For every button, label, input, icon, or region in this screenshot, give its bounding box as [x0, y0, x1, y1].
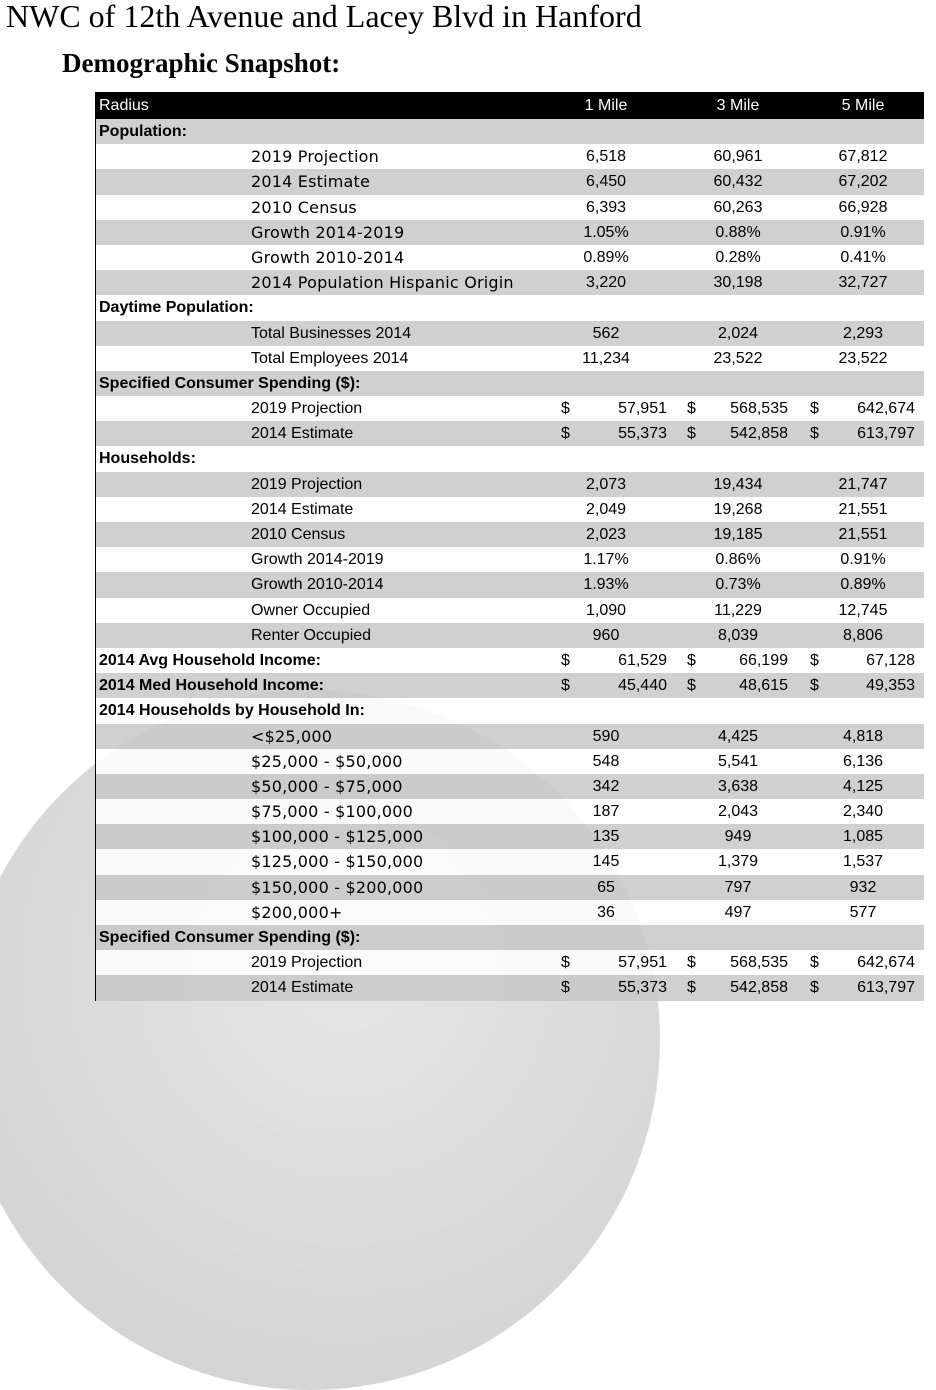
value-3-mile: 66,199 — [739, 651, 788, 669]
currency-symbol: $ — [561, 425, 570, 443]
value-3-mile: 2,024 — [717, 324, 759, 342]
value-5-mile: 21,551 — [838, 526, 888, 543]
value-5-mile: 0.41% — [840, 248, 886, 266]
value-5-mile: 0.91% — [840, 551, 886, 569]
row-label: Total Businesses 2014 — [251, 324, 412, 342]
value-5-mile: 0.89% — [840, 576, 886, 594]
value-5-mile: 2,340 — [842, 803, 884, 821]
row-label: Total Employees 2014 — [251, 349, 409, 367]
row-label: $125,000 - $150,000 — [251, 852, 424, 872]
section-label: 2014 Med Household Income: — [99, 677, 324, 695]
table-row — [96, 522, 924, 547]
row-label: 2019 Projection — [251, 147, 379, 167]
value-3-mile: 4,425 — [717, 727, 759, 745]
value-1-mile: 11,234 — [582, 349, 630, 367]
value-3-mile: 0.73% — [715, 576, 761, 594]
value-3-mile: 497 — [724, 903, 752, 921]
row-label: 2014 Estimate — [251, 172, 371, 192]
value-5-mile: 4,125 — [842, 777, 884, 795]
value-3-mile: 48,615 — [739, 677, 788, 695]
table-header-row — [96, 92, 924, 119]
value-1-mile: 6,393 — [585, 198, 627, 216]
currency-symbol: $ — [687, 954, 696, 972]
row-label: Owner Occupied — [251, 601, 371, 619]
header-5-mile: 5 Mile — [841, 97, 885, 114]
table-row — [96, 321, 924, 346]
table-row — [96, 547, 924, 572]
row-label: 2014 Estimate — [251, 979, 354, 997]
value-3-mile: 0.86% — [715, 551, 761, 569]
value-5-mile: 66,928 — [838, 198, 888, 216]
currency-symbol: $ — [810, 651, 819, 669]
value-3-mile: 60,961 — [713, 148, 763, 166]
section-label: Specified Consumer Spending ($): — [99, 929, 361, 946]
section-row-households — [96, 446, 924, 471]
value-5-mile: 32,727 — [838, 274, 888, 292]
currency-symbol: $ — [687, 425, 696, 443]
row-label: $200,000+ — [251, 902, 343, 922]
table-row — [96, 270, 924, 295]
row-label: 2014 Estimate — [251, 425, 354, 443]
value-3-mile: 19,185 — [713, 526, 763, 543]
currency-symbol: $ — [810, 954, 819, 972]
table-row — [96, 421, 924, 446]
value-1-mile: 6,450 — [585, 173, 627, 191]
value-5-mile: 1,537 — [842, 853, 884, 871]
row-label: $150,000 - $200,000 — [251, 877, 424, 897]
value-5-mile: 4,818 — [842, 727, 884, 745]
currency-symbol: $ — [810, 425, 819, 443]
section-label: 2014 Avg Household Income: — [99, 651, 321, 669]
header-1-mile: 1 Mile — [584, 97, 628, 114]
section-row-by_income — [96, 698, 924, 723]
value-3-mile: 3,638 — [717, 777, 759, 795]
section-label: Households: — [99, 450, 196, 468]
value-3-mile: 19,268 — [713, 500, 763, 518]
section-row-spending2 — [96, 925, 924, 950]
value-5-mile: 67,128 — [866, 651, 915, 669]
table-row — [96, 598, 924, 623]
value-5-mile: 642,674 — [857, 400, 915, 418]
value-3-mile: 19,434 — [713, 475, 763, 493]
row-label: 2019 Projection — [251, 954, 363, 972]
med-income-row — [96, 673, 924, 698]
value-1-mile: 2,073 — [585, 475, 627, 493]
value-1-mile: 55,373 — [618, 979, 667, 997]
table-row — [96, 245, 924, 270]
row-label: Growth 2010-2014 — [251, 576, 384, 594]
value-1-mile: 145 — [592, 853, 620, 871]
value-3-mile: 949 — [724, 828, 752, 846]
value-3-mile: 11,229 — [714, 601, 762, 619]
value-3-mile: 60,263 — [713, 198, 763, 216]
table-row — [96, 346, 924, 371]
table-row — [96, 799, 924, 824]
value-3-mile: 542,858 — [730, 979, 788, 997]
section-row-population — [96, 119, 924, 144]
value-1-mile: 55,373 — [618, 425, 667, 443]
demographic-table — [95, 92, 924, 1001]
row-label: Growth 2010-2014 — [251, 247, 405, 267]
row-label: 2010 Census — [251, 526, 346, 543]
value-1-mile: 548 — [592, 752, 620, 770]
value-1-mile: 57,951 — [618, 400, 667, 418]
table-row — [96, 749, 924, 774]
value-1-mile: 0.89% — [583, 248, 629, 266]
value-3-mile: 797 — [724, 878, 752, 896]
table-row — [96, 824, 924, 849]
table-row — [96, 950, 924, 975]
currency-symbol: $ — [810, 979, 819, 997]
value-5-mile: 8,806 — [842, 626, 884, 644]
header-3-mile: 3 Mile — [716, 97, 760, 114]
table-row — [96, 900, 924, 925]
value-1-mile: 562 — [592, 324, 620, 342]
row-label: 2019 Projection — [251, 475, 363, 493]
value-5-mile: 21,747 — [838, 475, 888, 493]
value-1-mile: 1.05% — [583, 223, 629, 241]
value-3-mile: 0.28% — [715, 248, 761, 266]
value-1-mile: 57,951 — [618, 954, 667, 972]
header-radius-label: Radius — [99, 97, 149, 114]
value-5-mile: 2,293 — [842, 324, 884, 342]
value-5-mile: 932 — [849, 878, 877, 896]
table-row — [96, 144, 924, 169]
table-row — [96, 169, 924, 194]
value-3-mile: 60,432 — [713, 173, 763, 191]
value-5-mile: 0.91% — [840, 223, 886, 241]
table-row — [96, 975, 924, 1000]
value-5-mile: 23,522 — [838, 349, 888, 367]
value-3-mile: 2,043 — [717, 803, 759, 821]
currency-symbol: $ — [810, 400, 819, 418]
value-3-mile: 30,198 — [713, 274, 763, 292]
value-1-mile: 2,023 — [585, 526, 627, 543]
table-row — [96, 220, 924, 245]
value-1-mile: 1,090 — [585, 601, 627, 619]
value-3-mile: 5,541 — [717, 752, 759, 770]
value-3-mile: 568,535 — [730, 400, 788, 418]
value-1-mile: 2,049 — [585, 500, 627, 518]
value-5-mile: 613,797 — [857, 979, 915, 997]
value-1-mile: 3,220 — [585, 274, 627, 292]
currency-symbol: $ — [687, 651, 696, 669]
page-subtitle: Demographic Snapshot: — [62, 48, 341, 78]
value-5-mile: 12,745 — [838, 601, 888, 619]
section-label: Population: — [99, 123, 187, 140]
section-label: 2014 Households by Household In: — [99, 702, 365, 720]
value-3-mile: 1,379 — [717, 853, 759, 871]
row-label: 2010 Census — [251, 197, 357, 217]
table-row — [96, 774, 924, 799]
value-5-mile: 613,797 — [857, 425, 915, 443]
value-1-mile: 187 — [592, 803, 620, 821]
value-1-mile: 135 — [592, 828, 620, 846]
value-3-mile: 8,039 — [717, 626, 759, 644]
row-label: $50,000 - $75,000 — [251, 776, 403, 796]
currency-symbol: $ — [561, 677, 570, 695]
currency-symbol: $ — [561, 979, 570, 997]
currency-symbol: $ — [561, 954, 570, 972]
avg-income-row — [96, 648, 924, 673]
section-row-daytime — [96, 295, 924, 320]
currency-symbol: $ — [687, 400, 696, 418]
currency-symbol: $ — [687, 979, 696, 997]
value-5-mile: 67,202 — [838, 173, 888, 191]
value-5-mile: 577 — [849, 903, 877, 921]
value-5-mile: 642,674 — [857, 954, 915, 972]
section-row-spending1 — [96, 371, 924, 396]
value-5-mile: 6,136 — [842, 752, 884, 770]
row-label: $25,000 - $50,000 — [251, 751, 403, 771]
section-label: Specified Consumer Spending ($): — [99, 374, 361, 392]
value-1-mile: 1.17% — [583, 551, 629, 569]
row-label: Growth 2014-2019 — [251, 222, 405, 242]
value-3-mile: 23,522 — [713, 349, 763, 367]
value-5-mile: 49,353 — [866, 677, 915, 695]
value-1-mile: 1.93% — [583, 576, 629, 594]
table-row — [96, 572, 924, 597]
value-1-mile: 342 — [592, 777, 620, 795]
table-row — [96, 849, 924, 874]
section-label: Daytime Population: — [99, 299, 254, 317]
row-label: $75,000 - $100,000 — [251, 802, 414, 822]
currency-symbol: $ — [687, 677, 696, 695]
value-1-mile: 6,518 — [585, 148, 627, 166]
table-row — [96, 623, 924, 648]
row-label: Growth 2014-2019 — [251, 551, 384, 569]
row-label: $100,000 - $125,000 — [251, 827, 424, 847]
value-1-mile: 45,440 — [618, 677, 667, 695]
table-row — [96, 724, 924, 749]
value-3-mile: 568,535 — [730, 954, 788, 972]
value-3-mile: 542,858 — [730, 425, 788, 443]
value-5-mile: 21,551 — [838, 500, 888, 518]
value-1-mile: 61,529 — [618, 651, 667, 669]
row-label: Renter Occupied — [251, 626, 372, 644]
table-row — [96, 875, 924, 900]
value-5-mile: 1,085 — [842, 828, 884, 846]
row-label: 2014 Population Hispanic Origin — [251, 273, 514, 293]
value-3-mile: 0.88% — [715, 223, 761, 241]
value-1-mile: 36 — [597, 903, 615, 921]
currency-symbol: $ — [810, 677, 819, 695]
row-label: 2019 Projection — [251, 400, 363, 418]
value-5-mile: 67,812 — [838, 148, 888, 166]
currency-symbol: $ — [561, 400, 570, 418]
row-label: 2014 Estimate — [251, 500, 354, 518]
row-label: <$25,000 — [251, 726, 333, 746]
table-row — [96, 497, 924, 522]
table-row — [96, 396, 924, 421]
table-row — [96, 472, 924, 497]
value-1-mile: 590 — [592, 727, 620, 745]
value-1-mile: 960 — [592, 626, 620, 644]
currency-symbol: $ — [561, 651, 570, 669]
table-row — [96, 195, 924, 220]
page-title: NWC of 12th Avenue and Lacey Blvd in Hanford — [6, 0, 642, 34]
value-1-mile: 65 — [597, 878, 615, 896]
